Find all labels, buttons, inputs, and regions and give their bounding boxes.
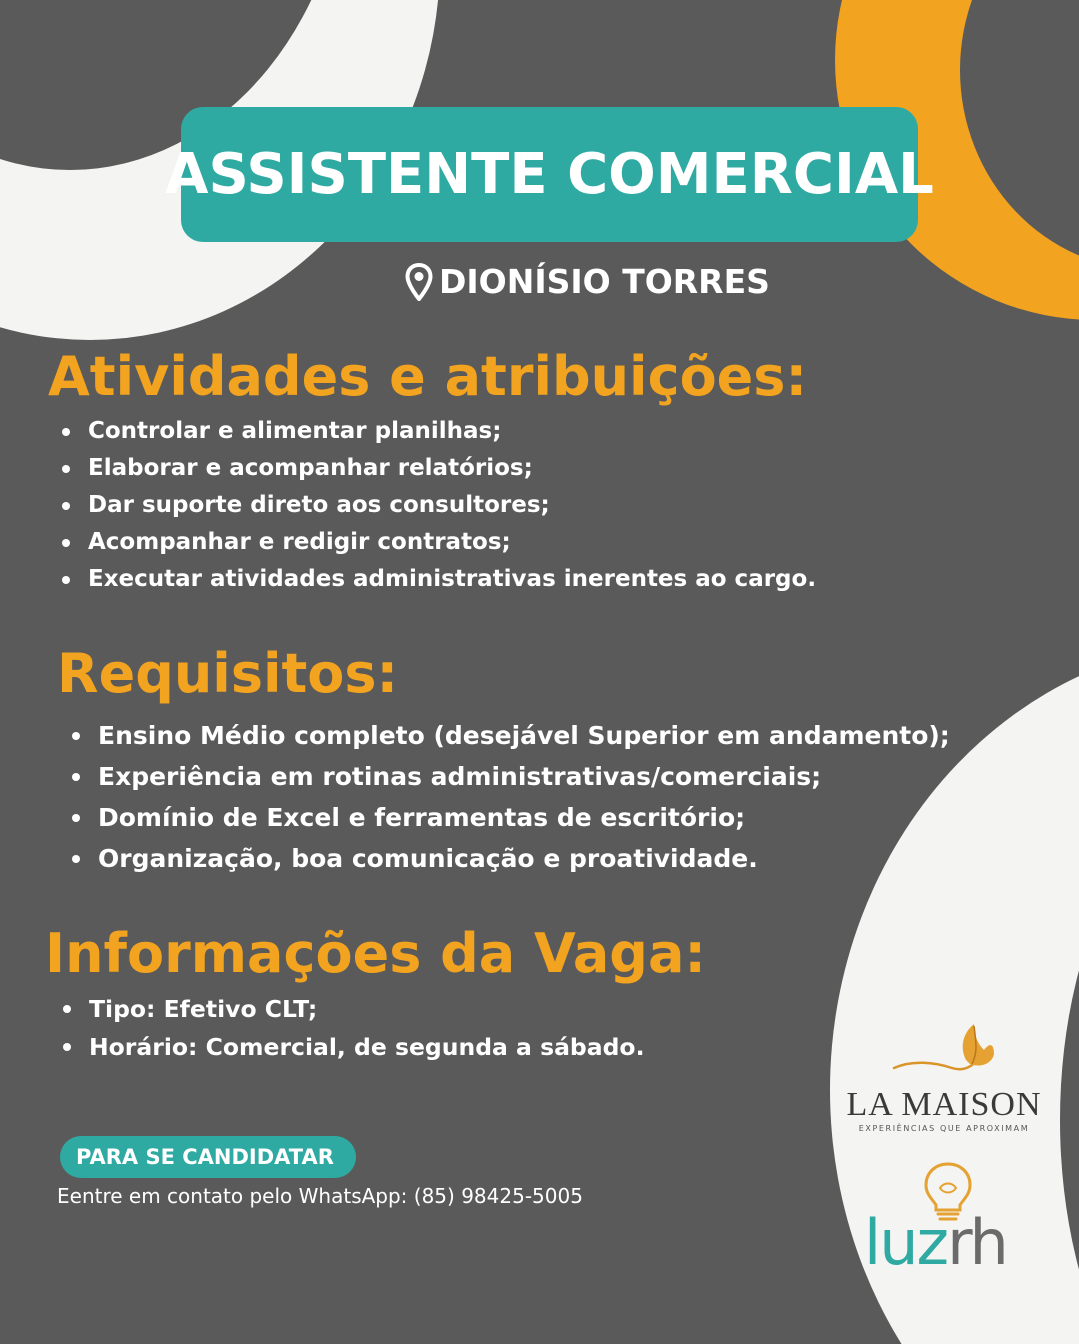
list-item: Executar atividades administrativas inerentes ao cargo. xyxy=(62,561,816,598)
list-item: Ensino Médio completo (desejável Superior em andamento); xyxy=(72,715,950,756)
la-maison-tagline: EXPERIÊNCIAS QUE APROXIMAM xyxy=(858,1124,1030,1133)
job-title: ASSISTENTE COMERCIAL xyxy=(165,142,934,207)
list-item: Tipo: Efetivo CLT; xyxy=(63,990,645,1028)
atividades-list xyxy=(62,413,816,598)
list-item: Elaborar e acompanhar relatórios; xyxy=(62,450,816,487)
list-item: Horário: Comercial, de segunda a sábado. xyxy=(63,1028,645,1066)
informacoes-list xyxy=(63,990,645,1066)
apply-badge xyxy=(60,1136,356,1178)
location-line xyxy=(405,262,770,301)
map-pin-icon xyxy=(405,263,433,301)
luzrh-rh-text: rh xyxy=(947,1206,1007,1279)
atividades-heading: Atividades e atribuições: xyxy=(48,345,808,408)
list-item: Experiência em rotinas administrativas/comerciais; xyxy=(72,756,950,797)
luzrh-luz-text: luz xyxy=(864,1206,948,1279)
requisitos-list xyxy=(72,715,950,879)
list-item: Organização, boa comunicação e proatividade. xyxy=(72,838,950,879)
title-banner xyxy=(165,107,934,242)
leaf-swirl-icon xyxy=(892,1020,996,1080)
contact-info: Eentre em contato pelo WhatsApp: (85) 98425-5005 xyxy=(57,1184,583,1208)
list-item: Controlar e alimentar planilhas; xyxy=(62,413,816,450)
location-name: DIONÍSIO TORRES xyxy=(439,262,770,301)
list-item: Acompanhar e redigir contratos; xyxy=(62,524,816,561)
informacoes-heading: Informações da Vaga: xyxy=(45,922,706,985)
list-item: Domínio de Excel e ferramentas de escritório; xyxy=(72,797,950,838)
apply-label: PARA SE CANDIDATAR xyxy=(76,1145,334,1169)
la-maison-name: LA MAISON xyxy=(846,1086,1042,1123)
luzrh-wordmark xyxy=(864,1206,1007,1279)
la-maison-logo xyxy=(846,1020,1042,1140)
list-item: Dar suporte direto aos consultores; xyxy=(62,487,816,524)
requisitos-heading: Requisitos: xyxy=(57,642,399,705)
luzrh-logo xyxy=(862,1160,1012,1285)
